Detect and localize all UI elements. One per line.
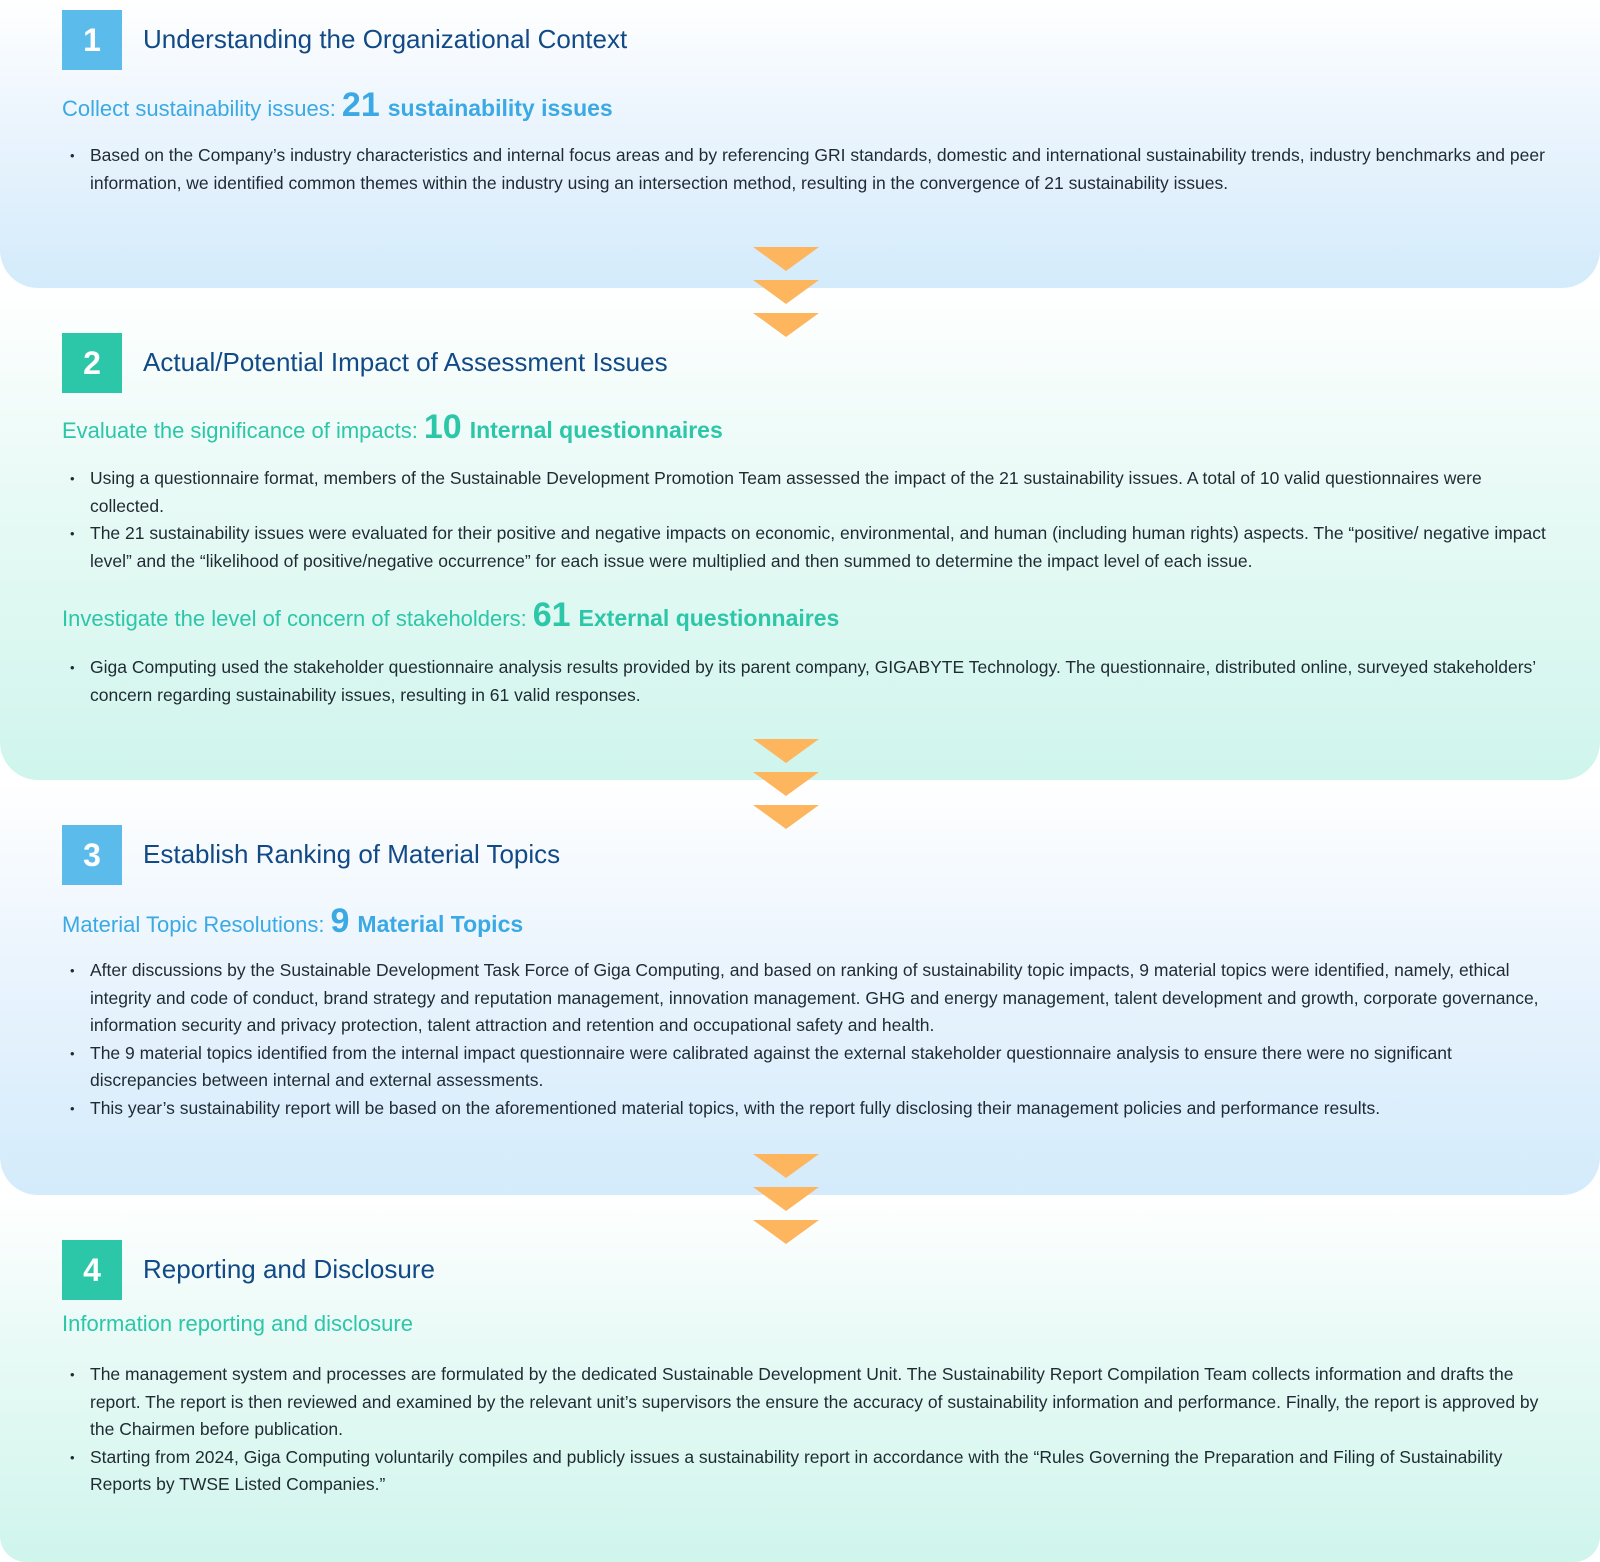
list-item: • The 21 sustainability issues were evaluated for their positive and negative impacts on economic, environmental, and human (including human rights) aspects. The “positive/ negative impact level” and the “likelihood of positive/negative occurrence” for each issue were multiplied and then summed to determine the impact level of each issue. (70, 520, 1560, 575)
step-1-panel (0, 0, 1600, 288)
subsection-count-label: Internal questionnaires (469, 417, 723, 443)
flow-arrow-connector (753, 739, 819, 831)
step-number-badge: 1 (62, 10, 122, 70)
subsection-lead: Investigate the level of concern of stakeholders: (62, 606, 527, 631)
list-item: • Giga Computing used the stakeholder questionnaire analysis results provided by its parent company, GIGABYTE Technology. The questionnaire, distributed online, surveyed stakeholders’ concern regarding sustainability issues, resulting in 61 valid responses. (70, 654, 1560, 709)
flow-arrow-connector (753, 1154, 819, 1246)
flow-arrow-connector (753, 247, 819, 339)
subsection-count: 9 (330, 902, 350, 940)
list-item: • After discussions by the Sustainable Development Task Force of Giga Computing, and based on ranking of sustainability topic impacts, 9 material topics were identified, namely, ethical integrity and code of conduct, brand strategy and reputation management, innovation management. GHG and energy management, talent development and growth, corporate governance, information security and privacy protection, talent attraction and retention and occupational safety and health. (70, 957, 1560, 1040)
subsection-lead: Material Topic Resolutions: (62, 912, 325, 937)
subsection-heading (62, 86, 613, 125)
chevron-down-icon (753, 739, 819, 831)
list-item: • Starting from 2024, Giga Computing voluntarily compiles and publicly issues a sustainability report in accordance with the “Rules Governing the Preparation and Filing of Sustainability Reports by TWSE Listed Companies.” (70, 1444, 1560, 1499)
subsection-lead: Collect sustainability issues: (62, 96, 336, 121)
bullet-list (70, 465, 1560, 575)
subsection-heading (62, 902, 523, 941)
step-number-badge: 4 (62, 1240, 122, 1300)
bullet-list (70, 957, 1560, 1122)
subsection-count-label: Material Topics (357, 911, 524, 937)
step-title: Actual/Potential Impact of Assessment Issues (143, 347, 668, 377)
bullet-list (70, 654, 1560, 709)
chevron-down-icon (753, 1154, 819, 1246)
subsection-heading (62, 596, 839, 635)
step-2-panel (0, 288, 1600, 780)
step-title: Establish Ranking of Material Topics (143, 839, 561, 869)
list-item: • Using a questionnaire format, members of the Sustainable Development Promotion Team assessed the impact of the 21 sustainability issues. A total of 10 valid questionnaires were collected. (70, 465, 1560, 520)
step-title: Understanding the Organizational Context (143, 24, 628, 54)
step-3-panel (0, 780, 1600, 1195)
list-item: • The management system and processes are formulated by the dedicated Sustainable Development Unit. The Sustainability Report Compilation Team collects information and drafts the report. The report is then reviewed and examined by the relevant unit’s supervisors the ensure the accuracy of sustainability information and performance. Finally, the report is approved by the Chairmen before publication. (70, 1361, 1560, 1444)
step-number-badge: 3 (62, 825, 122, 885)
step-number-badge: 2 (62, 333, 122, 393)
list-item: • Based on the Company’s industry characteristics and internal focus areas and by referencing GRI standards, domestic and international sustainability trends, industry benchmarks and peer information, we identified common themes within the industry using an intersection method, resulting in the convergence of 21 sustainability issues. (70, 142, 1560, 197)
bullet-list (70, 142, 1560, 197)
step-4-panel (0, 1195, 1600, 1562)
subsection-heading (62, 408, 723, 447)
subsection-count: 61 (532, 596, 571, 634)
subsection-lead: Evaluate the significance of impacts: (62, 418, 418, 443)
subsection-lead: Information reporting and disclosure (62, 1311, 413, 1336)
step-title: Reporting and Disclosure (143, 1254, 435, 1284)
list-item: • This year’s sustainability report will be based on the aforementioned material topics, with the report fully disclosing their management policies and performance results. (70, 1095, 1560, 1123)
subsection-count-label: sustainability issues (387, 95, 613, 121)
bullet-list (70, 1361, 1560, 1499)
chevron-down-icon (753, 247, 819, 339)
subsection-count: 10 (423, 408, 462, 446)
subsection-heading (62, 1311, 413, 1337)
list-item: • The 9 material topics identified from the internal impact questionnaire were calibrated against the external stakeholder questionnaire analysis to ensure there were no significant discrepancies between internal and external assessments. (70, 1040, 1560, 1095)
subsection-count: 21 (341, 86, 380, 124)
subsection-count-label: External questionnaires (578, 605, 840, 631)
